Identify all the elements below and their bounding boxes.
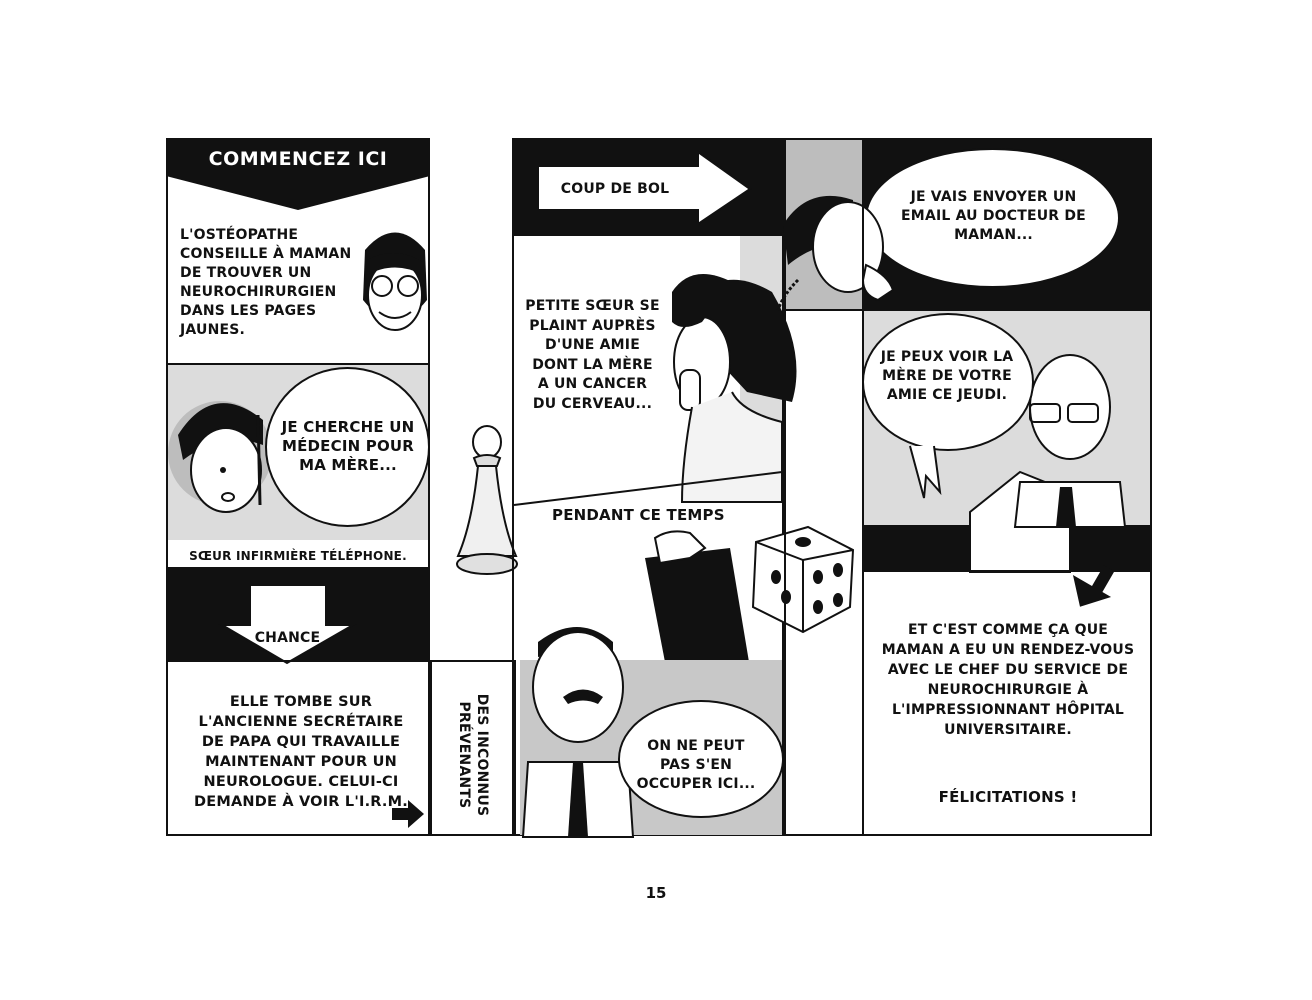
younger-sister-illustration xyxy=(652,262,782,502)
small-black-arrow-icon xyxy=(392,800,424,828)
sister-caption: PETITE SŒUR SE PLAINT AUPRÈS D'UNE AMIE DONT LA MÈRE A UN CANCER DU CERVEAU... xyxy=(525,298,660,412)
coup-de-bol-label: COUP DE BOL xyxy=(560,181,670,197)
panel1-caption: L'OSTÉOPATHE CONSEILLE À MAMAN DE TROUVER UN NEUROCHIRURGIEN DANS LES PAGES JAUNES. xyxy=(180,227,352,338)
sister-head-illustration xyxy=(168,375,278,525)
panel3-caption: ELLE TOMBE SUR L'ANCIENNE SECRÉTAIRE DE PAPA QUI TRAVAILLE MAINTENANT POUR UN NEUROLOGUE. CELUI-CI DEMANDE À VOIR L'I.R.M. xyxy=(194,694,408,810)
panel2-caption: SŒUR INFIRMIÈRE TÉLÉPHONE. xyxy=(189,549,407,563)
left-divider-3 xyxy=(166,660,430,662)
chance-label: CHANCE xyxy=(254,630,321,646)
chance-arrow-shape xyxy=(220,585,355,663)
vertical-label-text: DES INCONNUS PRÉVENANTS xyxy=(456,693,490,817)
osteopath-face-illustration xyxy=(355,220,435,345)
felicitations-text: FÉLICITATIONS ! xyxy=(938,788,1078,806)
page-number: 15 xyxy=(645,884,667,902)
final-caption: ET C'EST COMME ÇA QUE MAMAN A EU UN RENDEZ-VOUS AVEC LE CHEF DU SERVICE DE NEUROCHIRURGIE À L'IMPRESSIONNANT HÔPITAL UNIVERSITAIRE. xyxy=(881,622,1135,738)
pendant-ce-temps-label: PENDANT CE TEMPS xyxy=(552,506,725,524)
panel2-speech-text: JE CHERCHE UN MÉDECIN POUR MA MÈRE... xyxy=(281,418,415,474)
start-banner-title: COMMENCEZ ICI xyxy=(208,148,388,170)
man-on-phone-illustration xyxy=(778,185,903,310)
man-speech-text: ON NE PEUT PAS S'EN OCCUPER ICI... xyxy=(636,738,756,792)
doctor-speech-text: JE PEUX VOIR LA MÈRE DE VOTRE AMIE CE JEUDI. xyxy=(880,349,1014,403)
phone-speech-text: JE VAIS ENVOYER UN EMAIL AU DOCTEUR DE MAMAN... xyxy=(901,189,1086,243)
final-arrow-icon xyxy=(1070,562,1114,610)
doctor-bubble-tail xyxy=(906,446,946,506)
pendant-ce-temps-divider xyxy=(514,470,782,510)
